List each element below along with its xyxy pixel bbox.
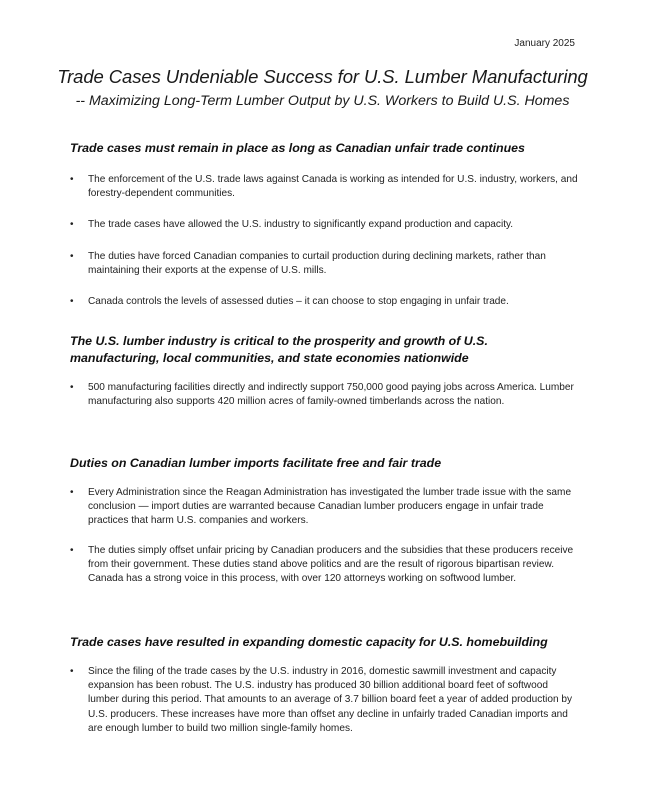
document-date: January 2025 (514, 38, 575, 49)
list-item (70, 544, 580, 587)
bullet-text: Every Administration since the Reagan Administration has investigated the lumber trade issue with the same conclusion — import duties are warranted because Canadian lumber producers engage in unfair trade practices that harm U.S. companies and workers. (88, 487, 572, 527)
section-duties-fair-trade (70, 455, 580, 586)
section-heading: The U.S. lumber industry is critical to the prosperity and growth of U.S. manufacturing, local communities, and state economies nationwide (70, 334, 488, 365)
bullet-list (70, 381, 580, 409)
section-trade-cases-remain (70, 140, 580, 309)
bullet-list (70, 173, 580, 309)
bullet-icon: • (70, 487, 74, 498)
bullet-text: The trade cases have allowed the U.S. industry to significantly expand production and capacity. (88, 219, 514, 231)
bullet-icon: • (70, 382, 74, 393)
bullet-icon: • (70, 250, 74, 262)
section-heading: Duties on Canadian lumber imports facilitate free and fair trade (70, 456, 442, 470)
document-subtitle: -- Maximizing Long-Term Lumber Output by U.S. Workers to Build U.S. Homes (75, 93, 570, 109)
bullet-icon: • (70, 296, 74, 308)
section-heading: Trade cases must remain in place as long as Canadian unfair trade continues (70, 141, 525, 155)
section-domestic-capacity (70, 634, 580, 736)
list-item (70, 295, 580, 309)
list-item (70, 486, 580, 529)
bullet-text: The duties simply offset unfair pricing by Canadian producers and the subsidies that these producers receive from their government. These duties stand above politics and are the result of rigorous bipartisan review. Canada has a strong voice in this process, with over 120 attorneys working on softwood lumber. (88, 544, 574, 585)
bullet-icon: • (70, 219, 74, 231)
bullet-text: Canada controls the levels of assessed duties – it can choose to stop engaging in unfair trade. (88, 296, 509, 308)
bullet-icon: • (70, 174, 74, 185)
bullet-list (70, 486, 580, 586)
bullet-text: The duties have forced Canadian companies to curtail production during declining markets, rather than maintaining their exports at the expense of U.S. mills. (88, 250, 546, 276)
bullet-icon: • (70, 666, 74, 677)
section-lumber-industry-critical (70, 333, 580, 409)
bullet-icon: • (70, 544, 74, 556)
bullet-text: 500 manufacturing facilities directly and indirectly support 750,000 good paying jobs across America. Lumber manufacturing also supports 420 million acres of family-owned timberlands across the nation. (88, 382, 574, 408)
list-item (70, 250, 580, 278)
document-title: Trade Cases Undeniable Success for U.S. Lumber Manufacturing (57, 66, 588, 87)
bullet-text: The enforcement of the U.S. trade laws against Canada is working as intended for U.S. industry, workers, and forestry-dependent communities. (88, 174, 578, 200)
list-item (70, 381, 580, 409)
list-item (70, 173, 580, 201)
list-item (70, 665, 580, 736)
list-item (70, 218, 580, 232)
section-heading: Trade cases have resulted in expanding domestic capacity for U.S. homebuilding (70, 635, 548, 649)
bullet-text: Since the filing of the trade cases by the U.S. industry in 2016, domestic sawmill investment and capacity expansion has been robust. The U.S. industry has produced 30 billion additional board feet of softwood lumber during this period. That amounts to an average of 3.7 billion board feet a year of added production by U.S. producers. These increases have more than offset any decline in unfairly traded Canadian imports and are enough lumber to build two million single-family homes. (88, 666, 573, 734)
bullet-list (70, 665, 580, 736)
